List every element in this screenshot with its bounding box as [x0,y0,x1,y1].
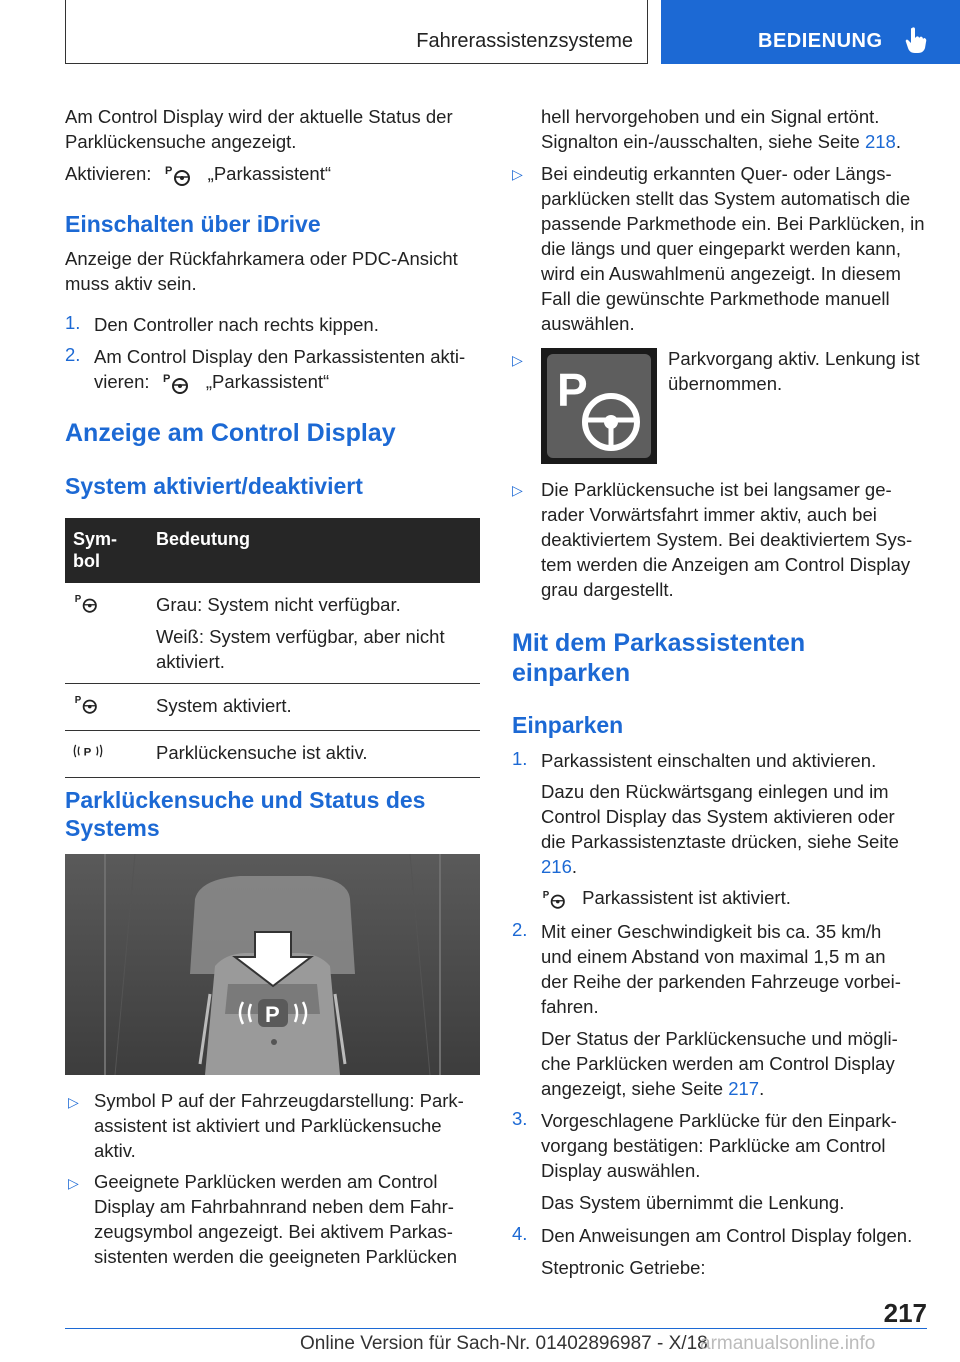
table-row [65,684,480,731]
header-section-title: Fahrerassistenzsysteme [416,30,633,52]
svg-text:P: P [83,746,92,759]
bullet-triangle-icon: ▷ [512,482,523,498]
heading-idrive: Einschalten über iDrive [65,211,321,237]
step-number: 4. [512,1223,528,1244]
heading-anzeige: Anzeige am Control Display [65,419,396,447]
svg-text:P: P [74,594,82,606]
bullet-text: Bei eindeutig erkannten Quer- oder Längs-parklücken stellt das System automatisch die passende Parkmethode ein. Bei Parklücken, in die längs und quer eingeparkt werden kann, wird ein Auswahlmenü angezeigt. In diesem Fall die gewünschte Parkmethode manuell auswählen. [541,163,925,334]
svg-text:P: P [542,890,550,902]
bullet-triangle-icon: ▷ [512,166,523,182]
heading-einparken: Einparken [512,712,624,738]
page-link[interactable]: 216 [541,856,572,877]
continuation-text: hell hervorgehoben und ein Signal ertönt. Signalton ein-/ausschalten, siehe Seite 218. [541,106,901,152]
symbol-table [65,518,480,778]
page-link[interactable]: 217 [728,1078,760,1099]
park-assist-icon [163,163,197,187]
page-link[interactable]: 218 [864,131,896,152]
step-text: Am Control Display den Parkassistenten akti- [94,346,466,367]
park-assist-icon [541,888,571,910]
svg-text:P: P [74,695,82,707]
table-cell-symbol [65,684,148,731]
step-sub: Steptronic Getriebe: [541,1257,706,1278]
step-text: Den Anweisungen am Control Display folgen. [541,1225,913,1246]
table-header-symbol: Sym- bol [65,518,148,583]
bullet-triangle-icon: ▷ [68,1175,79,1191]
table-cell-symbol [65,583,148,684]
heading-status: Parklückensuche und Status des Systems [65,787,426,841]
table-cell-symbol [65,731,148,778]
table-cell-meaning: Parklückensuche ist aktiv. [148,731,480,778]
bullet-triangle-icon: ▷ [68,1094,79,1110]
svg-text:P: P [557,364,588,416]
header-section-box [65,0,648,64]
parking-search-icon [73,740,103,762]
header-chapter-box [661,0,960,64]
meaning-grey: Grau: System nicht verfügbar. [156,594,401,615]
bullet-text: Geeignete Parklücken werden am Control Display am Fahrbahnrand neben dem Fahr-zeugsymbol angezeigt. Bei aktivem Parkas-sistenten werden die geeigneten Parklücken [94,1171,458,1267]
step-number: 2. [512,919,528,940]
step-number: 2. [65,344,81,365]
step-text: Parkassistent einschalten und aktivieren. [541,750,877,771]
step-continuation [94,369,329,395]
step-sub: Dazu den Rückwärtsgang einlegen und im Control Display das System aktivieren oder die Parkassistenztaste drücken, siehe Seite 216. [541,781,899,877]
table-header-row [65,518,480,583]
step-sub-body: Dazu den Rückwärtsgang einlegen und im Control Display das System aktivieren oder die Parkassistenztaste drücken, siehe Seite [541,781,899,852]
step-text: Mit einer Geschwindigkeit bis ca. 35 km/h und einem Abstand von maximal 1,5 m an der Reihe der parkenden Fahrzeuge vorbei-fahren. [541,921,901,1017]
heading-system: System aktiviert/deaktiviert [65,473,363,499]
step-number: 3. [512,1108,528,1129]
step-sub: Das System übernimmt die Lenkung. [541,1192,845,1213]
step-status-line [541,885,791,910]
step-sub-body: Der Status der Parklückensuche und mögli-che Parklücken werden am Control Display angezeigt, siehe Seite [541,1028,898,1099]
table-header-meaning: Bedeutung [148,518,480,583]
bullet-triangle-icon: ▷ [512,352,523,368]
footer-divider [65,1328,927,1329]
svg-text:P: P [164,165,172,178]
park-assist-icon [161,371,195,395]
table-row [65,731,480,778]
activate-label: Aktivieren: [65,163,152,184]
step-status-text: Parkassistent ist aktiviert. [582,887,791,908]
parking-status-illustration [65,854,480,1075]
step-sub: Der Status der Parklückensuche und mögli-che Parklücken werden am Control Display angezeigt, siehe Seite 217. [541,1028,898,1099]
step-number: 1. [512,748,528,769]
step-text: Den Controller nach rechts kippen. [94,314,379,335]
bullet-text: Die Parklückensuche ist bei langsamer ge-rader Vorwärtsfahrt immer aktiv, auch bei deaktiviertem System. Bei deaktiviertem Sys-tem werden die Anzeigen am Control Display grau dargestellt. [541,479,913,600]
activate-value: „Parkassistent“ [207,163,332,184]
watermark: armanualsonline.info [700,1333,876,1354]
table-row [65,583,480,684]
bullet-text: Symbol P auf der Fahrzeugdarstellung: Park-assistent ist aktiviert und Parklückensuche aktiv. [94,1090,464,1161]
continuation-body: hell hervorgehoben und ein Signal ertönt. Signalton ein-/ausschalten, siehe Seite [541,106,880,152]
step-text-part: vieren: [94,371,150,392]
park-assist-active-icon [73,693,103,715]
table-cell-meaning: System aktiviert. [148,684,480,731]
hand-pointer-icon [905,26,929,54]
idrive-text: Anzeige der Rückfahrkamera oder PDC-Ansicht muss aktiv sein. [65,248,458,294]
bullet-text: Parkvorgang aktiv. Lenkung ist übernommen. [668,348,920,394]
activate-line [65,161,331,187]
header-chapter-title: BEDIENUNG [758,30,883,52]
svg-text:P: P [265,1002,280,1027]
heading-einparken-main: Mit dem Parkassistenten einparken [512,629,806,687]
step-number: 1. [65,312,81,333]
intro-paragraph: Am Control Display wird der aktuelle Status der Parklückensuche angezeigt. [65,106,453,152]
table-cell-meaning [148,583,480,684]
footer-text: Online Version für Sach-Nr. 01402896987 - X/18 [300,1333,708,1354]
park-steering-icon [541,348,657,464]
step-text-part: „Parkassistent“ [205,371,330,392]
park-assist-grey-icon [73,592,103,614]
step-text: Vorgeschlagene Parklücke für den Einpark-vorgang bestätigen: Parklücke am Control Display auswählen. [541,1110,897,1181]
meaning-white: Weiß: System verfügbar, aber nicht aktiviert. [156,626,445,672]
page-number: 217 [883,1298,927,1328]
svg-text:P: P [162,373,171,386]
